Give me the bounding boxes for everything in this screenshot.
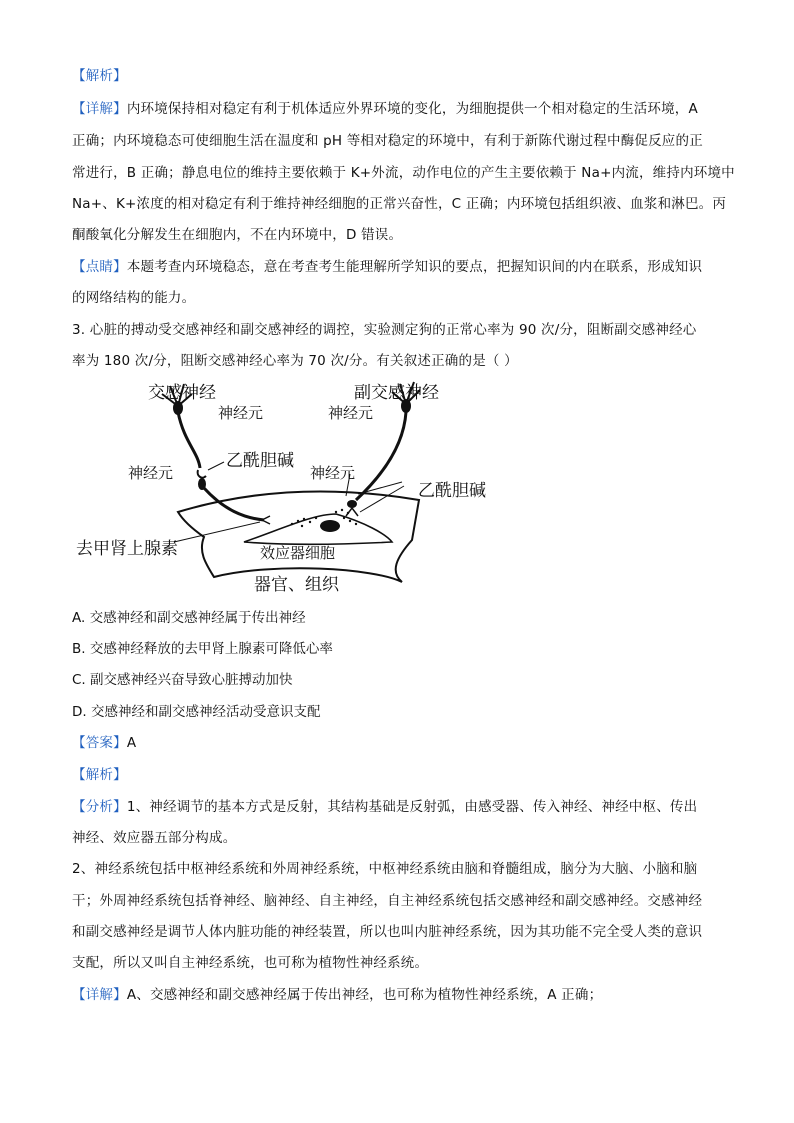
analysis-point2-line: 干；外周神经系统包括脊神经、脑神经、自主神经，自主神经系统包括交感神经和副交感神经。交感神经 [72, 893, 703, 909]
label-sympathetic: 交感神经 [148, 383, 216, 403]
analysis-point-line: 神经、效应器五部分构成。 [72, 830, 237, 846]
option-a: A. 交感神经和副交感神经属于传出神经 [72, 610, 306, 626]
organ-outline [178, 491, 419, 582]
norepinephrine-pointer [174, 522, 260, 542]
nerve-diagram [74, 372, 514, 600]
label-norepinephrine: 去甲肾上腺素 [76, 539, 178, 559]
analysis-point-line: 【分析】1、神经调节的基本方式是反射，其结构基础是反射弧，由感受器、传入神经、神经中枢、传出 [72, 799, 698, 815]
option-c: C. 副交感神经兴奋导致心脏搏动加快 [72, 672, 293, 688]
label-acetylcholine-left: 乙酰胆碱 [226, 451, 294, 471]
label-neuron-upper-right: 神经元 [328, 404, 374, 422]
detail-tag: 【详解】 [72, 101, 127, 117]
option-b: B. 交感神经释放的去甲肾上腺素可降低心率 [72, 641, 333, 657]
label-neuron-upper-left: 神经元 [218, 404, 264, 422]
sympathetic-postganglionic-axon [204, 488, 264, 520]
analysis-heading: 【解析】 [72, 767, 127, 783]
analysis-tag: 【分析】 [72, 799, 127, 815]
answer-line [72, 733, 722, 753]
label-parasympathetic: 副交感神经 [354, 383, 439, 403]
question-stem-line: 3. 心脏的搏动受交感神经和副交感神经的调控，实验测定狗的正常心率为 90 次/分，阻断副交感神经心 [72, 322, 697, 338]
label-effector-cell: 效应器细胞 [260, 544, 336, 562]
key-point-line: 【点睛】本题考查内环境稳态，意在考查考生能理解所学知识的要点，把握知识间的内在联系，形成知识 [72, 259, 703, 275]
detail-line: 【详解】A、交感神经和副交感神经属于传出神经，也可称为植物性神经系统，A 正确； [72, 987, 603, 1003]
analysis-point2-line: 支配，所以又叫自主神经系统，也可称为植物性神经系统。 [72, 955, 429, 971]
analysis-point2-line: 2、神经系统包括中枢神经系统和外周神经系统，中枢神经系统由脑和脊髓组成，脑分为大脑、小脑和脑 [72, 861, 698, 877]
analysis-point2-line: 和副交感神经是调节人体内脏功能的神经装置，所以也叫内脏神经系统，因为其功能不完全受人类的意识 [72, 924, 703, 940]
detail-line: 正确；内环境稳态可使细胞生活在温度和 pH 等相对稳定的环境中，有利于新陈代谢过程中酶促反应的正 [72, 133, 703, 149]
detail-line: 常进行，B 正确；静息电位的维持主要依赖于 K+外流，动作电位的产生主要依赖于 Na+内流，维持内环境中 [72, 165, 735, 181]
answer-value: A [126, 735, 137, 751]
detail-line: Na+、K+浓度的相对稳定有利于维持神经细胞的正常兴奋性，C 正确；内环境包括组织液、血浆和淋巴。丙 [72, 196, 727, 212]
label-acetylcholine-right: 乙酰胆碱 [418, 481, 486, 501]
label-organ-tissue: 器官、组织 [254, 575, 339, 595]
detail-line: 【详解】内环境保持相对稳定有利于机体适应外界环境的变化，为细胞提供一个相对稳定的生活环境，A [72, 101, 698, 117]
option-d: D. 交感神经和副交感神经活动受意识支配 [72, 704, 321, 720]
key-point-line: 的网络结构的能力。 [72, 290, 196, 306]
detail-line: 酮酸氧化分解发生在细胞内，不在内环境中，D 错误。 [72, 227, 403, 243]
label-neuron-lower-right: 神经元 [310, 464, 356, 482]
detail-tag: 【详解】 [72, 987, 127, 1003]
question-stem-line: 率为 180 次/分，阻断交感神经心率为 70 次/分。有关叙述正确的是（ ） [72, 353, 518, 369]
analysis-heading: 【解析】 [72, 68, 127, 84]
label-neuron-lower-left: 神经元 [128, 464, 174, 482]
key-point-tag: 【点睛】 [72, 259, 127, 275]
answer-tag: 【答案】 [72, 735, 127, 751]
acetylcholine-pointer [358, 482, 402, 494]
sympathetic-preganglionic-axon [178, 412, 200, 468]
parasympathetic-axon [356, 412, 406, 500]
cell-nucleus [320, 520, 340, 532]
